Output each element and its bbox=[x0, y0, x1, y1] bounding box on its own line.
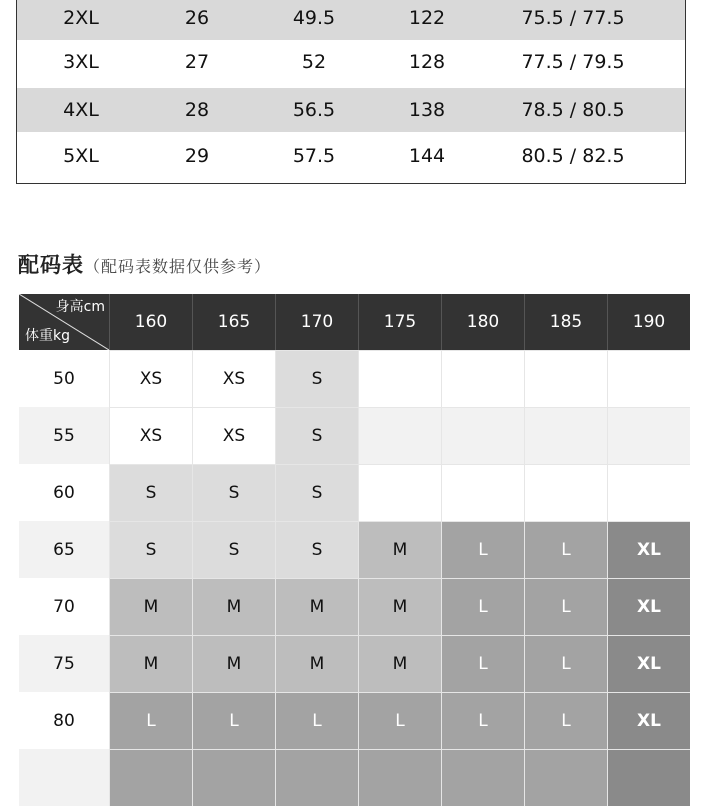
size-cell: S bbox=[275, 521, 358, 578]
size-table-cell: 2XL bbox=[63, 7, 99, 29]
weight-label: 70 bbox=[19, 578, 109, 635]
size-table-cell: 49.5 bbox=[292, 7, 336, 29]
size-table-cell: 77.5 / 79.5 bbox=[521, 51, 625, 73]
size-cell bbox=[607, 350, 690, 407]
size-cell bbox=[441, 407, 524, 464]
size-cell: M bbox=[358, 521, 441, 578]
size-cell: L bbox=[524, 521, 607, 578]
size-table-cell: 144 bbox=[408, 145, 446, 167]
size-cell bbox=[441, 464, 524, 521]
size-table-cell: 138 bbox=[408, 99, 446, 121]
size-cell bbox=[441, 350, 524, 407]
weight-label: 75 bbox=[19, 635, 109, 692]
size-table-cell: 56.5 bbox=[292, 99, 336, 121]
size-cell: L bbox=[441, 578, 524, 635]
size-table-cell: 52 bbox=[301, 51, 327, 73]
size-table-row bbox=[17, 0, 685, 40]
size-cell: M bbox=[358, 635, 441, 692]
size-table-cell: 128 bbox=[408, 51, 446, 73]
section-title bbox=[18, 249, 271, 281]
size-cell: L bbox=[524, 635, 607, 692]
size-cell: M bbox=[275, 635, 358, 692]
size-cell: XL bbox=[607, 521, 690, 578]
size-cell: XS bbox=[192, 350, 275, 407]
size-cell: XL bbox=[607, 692, 690, 749]
size-table-row bbox=[17, 88, 685, 132]
weight-label: 80 bbox=[19, 692, 109, 749]
weight-label: 50 bbox=[19, 350, 109, 407]
size-cell bbox=[358, 464, 441, 521]
size-table-cell: 75.5 / 77.5 bbox=[521, 7, 625, 29]
fit-chart-note: （配码表数据仅供参考） bbox=[84, 257, 272, 276]
size-cell: L bbox=[441, 635, 524, 692]
size-cell: M bbox=[109, 578, 192, 635]
size-table-cell: 5XL bbox=[63, 145, 99, 167]
size-table-cell: 27 bbox=[184, 51, 210, 73]
height-header: 160 bbox=[109, 294, 192, 350]
size-cell: XL bbox=[607, 578, 690, 635]
size-cell: S bbox=[275, 350, 358, 407]
size-cell bbox=[275, 749, 358, 806]
size-cell bbox=[607, 407, 690, 464]
height-header: 190 bbox=[607, 294, 690, 350]
size-cell: L bbox=[441, 521, 524, 578]
corner-height-label: 身高cm bbox=[55, 299, 105, 315]
size-cell bbox=[109, 749, 192, 806]
size-cell: M bbox=[109, 635, 192, 692]
size-cell: L bbox=[524, 578, 607, 635]
size-cell: L bbox=[275, 692, 358, 749]
size-cell: S bbox=[109, 521, 192, 578]
size-table-cell: 29 bbox=[184, 145, 210, 167]
size-table-row bbox=[17, 134, 685, 178]
size-cell: S bbox=[109, 464, 192, 521]
weight-label: 55 bbox=[19, 407, 109, 464]
weight-label bbox=[19, 749, 109, 806]
corner-weight-label: 体重kg bbox=[25, 328, 70, 344]
size-cell: XS bbox=[192, 407, 275, 464]
height-header: 175 bbox=[358, 294, 441, 350]
height-header: 185 bbox=[524, 294, 607, 350]
size-cell: L bbox=[441, 692, 524, 749]
size-cell bbox=[524, 350, 607, 407]
size-table-cell: 26 bbox=[184, 7, 210, 29]
size-table-cell: 78.5 / 80.5 bbox=[521, 99, 625, 121]
height-header: 180 bbox=[441, 294, 524, 350]
size-cell bbox=[524, 749, 607, 806]
size-cell: L bbox=[192, 692, 275, 749]
size-cell bbox=[192, 749, 275, 806]
size-table-cell: 28 bbox=[184, 99, 210, 121]
size-cell bbox=[607, 749, 690, 806]
size-cell: S bbox=[275, 464, 358, 521]
size-cell bbox=[358, 749, 441, 806]
size-cell: M bbox=[275, 578, 358, 635]
size-cell: L bbox=[109, 692, 192, 749]
weight-label: 60 bbox=[19, 464, 109, 521]
size-cell: L bbox=[524, 692, 607, 749]
size-cell: L bbox=[358, 692, 441, 749]
size-cell bbox=[524, 407, 607, 464]
size-table-row bbox=[17, 40, 685, 84]
size-table-cell: 4XL bbox=[63, 99, 99, 121]
height-header: 165 bbox=[192, 294, 275, 350]
size-cell bbox=[358, 407, 441, 464]
size-cell bbox=[607, 464, 690, 521]
size-table-cell: 3XL bbox=[63, 51, 99, 73]
size-cell: XS bbox=[109, 350, 192, 407]
size-table-cell: 57.5 bbox=[292, 145, 336, 167]
height-header: 170 bbox=[275, 294, 358, 350]
corner-header bbox=[19, 294, 109, 350]
size-cell: XL bbox=[607, 635, 690, 692]
size-cell bbox=[441, 749, 524, 806]
size-cell: XS bbox=[109, 407, 192, 464]
size-table-cell: 80.5 / 82.5 bbox=[521, 145, 625, 167]
size-cell: S bbox=[192, 464, 275, 521]
size-table bbox=[16, 0, 686, 184]
size-cell: M bbox=[192, 578, 275, 635]
size-cell: S bbox=[192, 521, 275, 578]
size-cell: M bbox=[192, 635, 275, 692]
size-cell: S bbox=[275, 407, 358, 464]
weight-label: 65 bbox=[19, 521, 109, 578]
size-cell bbox=[524, 464, 607, 521]
size-table-cell: 122 bbox=[408, 7, 446, 29]
fit-chart-title: 配码表 bbox=[18, 253, 84, 277]
size-cell: M bbox=[358, 578, 441, 635]
size-cell bbox=[358, 350, 441, 407]
